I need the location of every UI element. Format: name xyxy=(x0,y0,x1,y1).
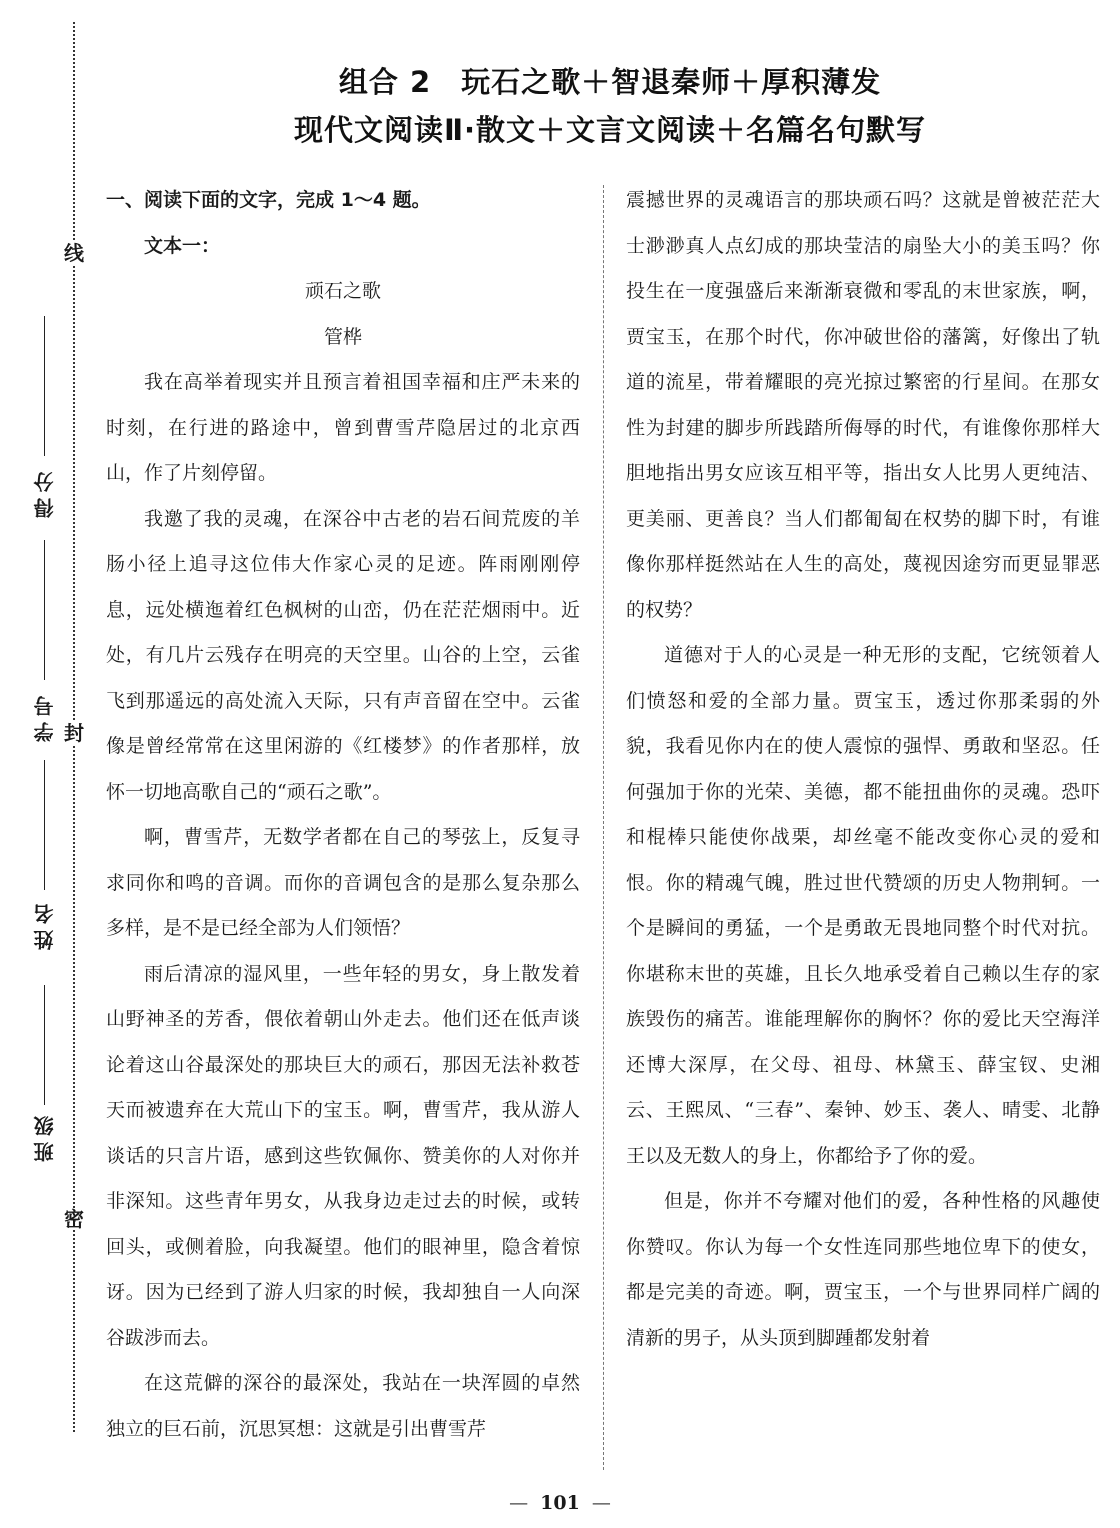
footer-dash-left: — xyxy=(509,1492,529,1514)
score-field[interactable] xyxy=(30,316,60,526)
class-field-rule xyxy=(44,985,45,1105)
binding-char-xian: 线 xyxy=(54,242,94,264)
name-field-label: 姓名 xyxy=(33,898,57,950)
paragraph: 我在高举着现实并且预言着祖国幸福和庄严未来的时刻，在行进的路途中，曾到曹雪芹隐居过的北京西山，作了片刻停留。 xyxy=(106,371,580,484)
section-heading: 一、阅读下面的文字，完成 1～4 题。 xyxy=(106,189,431,211)
name-field-rule xyxy=(44,760,45,890)
class-field[interactable] xyxy=(30,985,60,1180)
column-divider xyxy=(603,185,604,1470)
class-field-label: 班级 xyxy=(33,1110,57,1162)
title-line-1: 组合 2 玩石之歌＋智退秦师＋厚积薄发 xyxy=(338,65,882,99)
score-field-rule xyxy=(44,316,45,456)
paragraph: 我邀了我的灵魂，在深谷中古老的岩石间荒废的羊肠小径上追寻这位伟大作家心灵的足迹。阵雨刚刚停息，远处横迤着红色枫树的山峦，仍在茫茫烟雨中。近处，有几片云残存在明亮的天空里。山谷的上空，云雀飞到那遥远的高处流入天际，只有声音留在空中。云雀像是曾经常常在这里闲游的《红楼梦》的作者那样，放怀一切地高歌自己的“顽石之歌”。 xyxy=(106,507,580,803)
footer-dash-right: — xyxy=(591,1492,611,1514)
paragraph: 啊，曹雪芹，无数学者都在自己的琴弦上，反复寻求同你和鸣的音调。而你的音调包含的是那么复杂那么多样，是不是已经全部为人们领悟？ xyxy=(106,826,580,939)
essay-author: 管桦 xyxy=(323,325,362,348)
student-id-field-label: 学号 xyxy=(33,690,57,742)
binding-char-mi: 密 xyxy=(54,1208,94,1230)
score-field-label: 得分 xyxy=(33,466,57,518)
text-label-value: 文本一： xyxy=(144,234,221,257)
right-column xyxy=(626,178,1100,1361)
paragraph: 道德对于人的心灵是一种无形的支配，它统领着人们愤怒和爱的全部力量。贾宝玉，透过你那柔弱的外貌，我看见你内在的使人震惊的强悍、勇敢和坚忍。任何强加于你的光荣、美德，都不能扭曲你的灵魂。恐吓和棍棒只能使你战栗，却丝毫不能改变你心灵的爱和恨。你的精魂气魄，胜过世代赞颂的历史人物荆轲。一个是瞬间的勇猛，一个是勇敢无畏地同整个时代对抗。你堪称末世的英雄，且长久地承受着自己赖以生存的家族毁伤的痛苦。谁能理解你的胸怀？你的爱比天空海洋还博大深厚，在父母、祖母、林黛玉、薛宝钗、史湘云、王熙凤、“三春”、秦钟、妙玉、袭人、晴雯、北静王以及无数人的身上，你都给予了你的爱。 xyxy=(626,644,1100,1167)
student-id-field[interactable] xyxy=(30,540,60,750)
paragraph: 雨后清凉的湿风里，一些年轻的男女，身上散发着山野神圣的芳香，偎依着朝山外走去。他们还在低声谈论着这山谷最深处的那块巨大的顽石，那因无法补救苍天而被遗弃在大荒山下的宝玉。啊，曹雪芹，我从游人谈话的只言片语，感到这些钦佩你、赞美你的人对你并非深知。这些青年男女，从我身边走过去的时候，或转回头，或侧着脸，向我凝望。他们的眼神里，隐含着惊讶。因为已经到了游人归家的时候，我却独自一人向深谷跋涉而去。 xyxy=(106,962,580,1349)
title-line-2: 现代文阅读Ⅱ·散文＋文言文阅读＋名篇名句默写 xyxy=(293,113,927,147)
text-label xyxy=(106,224,580,270)
binding-char-feng: 封 xyxy=(54,722,94,744)
essay-title: 顽石之歌 xyxy=(304,280,381,302)
paragraph: 在这荒僻的深谷的最深处，我站在一块浑圆的卓然独立的巨石前，沉思冥想：这就是引出曹雪芹 xyxy=(106,1372,580,1440)
left-column xyxy=(106,178,580,1452)
paragraph: 震撼世界的灵魂语言的那块顽石吗？这就是曾被茫茫大士渺渺真人点幻成的那块莹洁的扇坠大小的美玉吗？你投生在一度强盛后来渐渐衰微和零乱的末世家族，啊，贾宝玉，在那个时代，你冲破世俗的藩篱，好像出了轨道的流星，带着耀眼的亮光掠过繁密的行星间。在那女性为封建的脚步所践踏所侮辱的时代，有谁像你那样大胆地指出男女应该互相平等，指出女人比男人更纯洁、更美丽、更善良？当人们都匍匐在权势的脚下时，有谁像你那样挺然站在人生的高处，蔑视因途穷而更显罪恶的权势？ xyxy=(626,189,1100,621)
page-number: 101 xyxy=(540,1492,580,1514)
page-footer xyxy=(0,1492,1120,1514)
name-field[interactable] xyxy=(30,760,60,970)
student-id-field-rule xyxy=(44,540,45,680)
paragraph: 但是，你并不夸耀对他们的爱，各种性格的风趣使你赞叹。你认为每一个女性连同那些地位卑下的使女，都是完美的奇迹。啊，贾宝玉，一个与世界同样广阔的清新的男子，从头顶到脚踵都发射着 xyxy=(626,1190,1100,1349)
